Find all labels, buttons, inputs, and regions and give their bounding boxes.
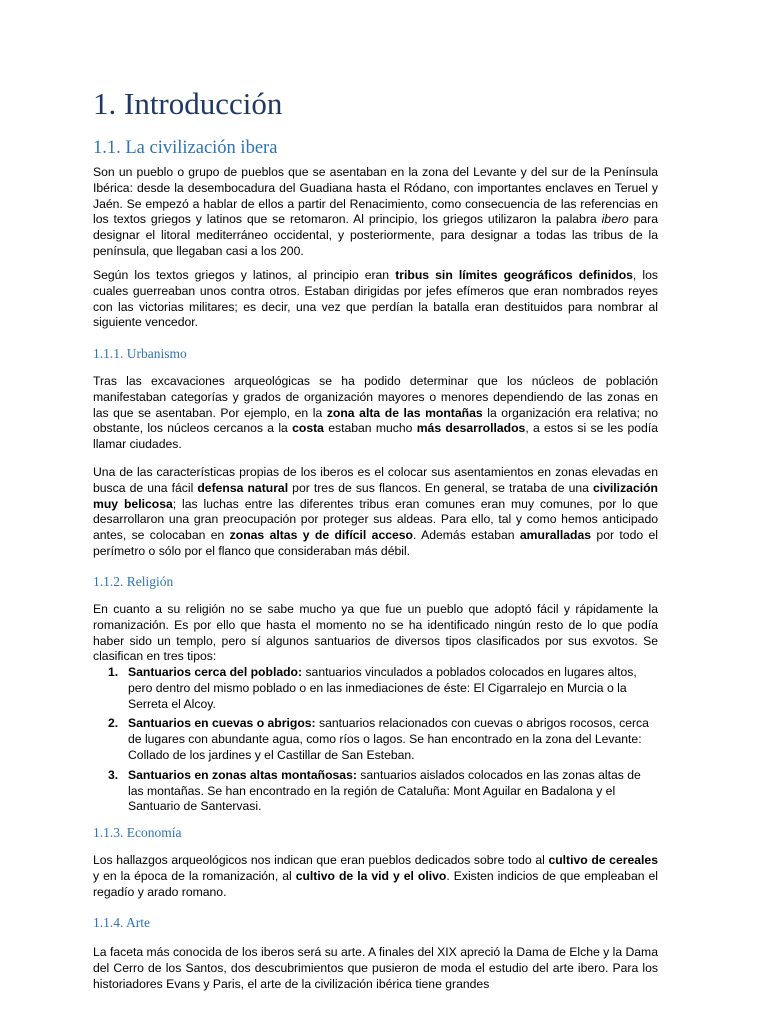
list-item xyxy=(93,716,658,763)
section-heading-civilizacion-ibera: 1.1. La civilización ibera xyxy=(93,138,278,158)
list-item-number: 3. xyxy=(108,767,119,782)
urbanismo-paragraph-1 xyxy=(93,374,658,453)
text-run: y en la época de la romanización, al xyxy=(93,868,296,883)
text-run: por tres de sus flancos. En general, se trataba de una xyxy=(288,480,593,495)
bold-run: tribus sin límites geográficos definidos xyxy=(395,268,633,282)
text-run: ; las luchas entre las diferentes tribus eran comunes eran muy comunes, por lo que desarrollaron una gran preocupación por proteger sus aldeas. Para ello, tal y como hemos anticipado antes, se colocaban en xyxy=(93,496,658,543)
economia-paragraph-1 xyxy=(93,853,658,900)
bold-run: civilización muy belicosa xyxy=(93,480,658,511)
subsection-heading-economia: 1.1.3. Economía xyxy=(93,825,182,840)
list-item-number: 1. xyxy=(108,665,119,679)
text-run: la organización era relativa; no obstante, los núcleos cercanos a la xyxy=(93,405,659,436)
list-item-text: santuarios relacionados con cuevas o abrigos rocosos, cerca de lugares con abundante agua, como ríos o lagos. Se han encontrado en la zona del Levante: Collado de los jardines y el Castillar de San Esteban. xyxy=(128,716,649,762)
list-item-text: santuarios aislados colocados en las zonas altas de las montañas. Se han encontrado en la región de Cataluña: Mont Aguilar en Badalona y el Santuario de Santervasi. xyxy=(128,767,641,814)
text-run: En cuanto a su religión no se sabe mucho ya que fue un pueblo que adoptó fácil y rápidamente la romanización. Es por ello que hasta el momento no se ha identificado ningún resto de lo que podía haber sido un templo, pero sí algunos santuarios de diversos tipos clasificados por sus exvotos. Se clasifican en tres tipos: xyxy=(93,602,658,664)
bold-run: defensa natural xyxy=(197,480,289,495)
bold-run: cultivo de la vid y el olivo xyxy=(295,868,447,883)
text-run: , a estos si se les podía llamar ciudades. xyxy=(93,421,658,452)
text-run: . Además estaban xyxy=(413,528,520,543)
text-run: . Existen indicios de que empleaban el regadío y arado romano. xyxy=(93,868,658,899)
list-item-number: 2. xyxy=(108,716,119,731)
list-item xyxy=(93,768,658,815)
list-item-text: santuarios vinculados a poblados colocados en lugares altos, pero dentro del mismo poblado o en las inmediaciones de éste: El Cigarralejo en Murcia o la Serreta el Alcoy. xyxy=(128,665,637,711)
list-item-label: Santuarios en zonas altas montañosas: xyxy=(128,767,357,782)
religion-paragraph-1 xyxy=(93,602,658,665)
bold-run: zonas altas y de difícil acceso xyxy=(229,528,413,543)
text-run: Una de las características propias de los iberos es el colocar sus asentamientos en zonas elevadas en busca de una fácil xyxy=(93,465,658,495)
list-item-label: Santuarios cerca del poblado: xyxy=(128,665,303,679)
subsection-heading-religion: 1.1.2. Religión xyxy=(93,574,174,589)
text-run: Son un pueblo o grupo de pueblos que se asentaban en la zona del Levante y del sur de la Península Ibérica: desde la desembocadura del Guadiana hasta el Ródano, con importantes enclaves en Teruel y Jaén. Se empezó a hablar de ellos a partir del Renacimiento, como consecuencia de las referencias en los textos griegos y latinos que se retomaron. Al principio, los griegos utilizaron la palabra xyxy=(93,165,658,227)
bold-run: costa xyxy=(292,421,324,436)
santuarios-list xyxy=(93,665,658,819)
text-run: Tras las excavaciones arqueológicas se ha podido determinar que los núcleos de población manifestaban categorías y grados de organización mayores o menores dependiendo de las zonas en las que se asentaban. Por ejemplo, en la xyxy=(93,374,658,420)
intro-paragraph-2 xyxy=(93,268,658,331)
urbanismo-paragraph-2 xyxy=(93,465,658,560)
text-run: Los hallazgos arqueológicos nos indican que eran pueblos dedicados sobre todo al xyxy=(93,853,549,867)
bold-run: cultivo de cereales xyxy=(548,853,658,867)
bold-run: zona alta de las montañas xyxy=(326,405,483,420)
text-run: estaban mucho xyxy=(323,421,417,436)
subsection-heading-urbanismo: 1.1.1. Urbanismo xyxy=(93,346,187,361)
bold-run: amuralladas xyxy=(519,528,592,543)
list-item-label: Santuarios en cuevas o abrigos: xyxy=(128,716,316,731)
text-run: para designar el litoral mediterráneo occidental, y posteriormente, para designar a todas las tribus de la península, que llegaban casi a los 200. xyxy=(93,212,658,258)
bold-run: más desarrollados xyxy=(416,421,526,436)
text-run: por todo el perímetro o sólo por el flanco que consideraban más débil. xyxy=(93,528,658,558)
text-run: , los cuales guerreaban unos contra otros. Estaban dirigidas por jefes efímeros que eran nombrados reyes con las victorias militares; es decir, una vez que perdían la batalla eran destituidos para nombrar al siguiente vencedor. xyxy=(93,268,658,330)
arte-paragraph-1 xyxy=(93,945,658,992)
text-run: Según los textos griegos y latinos, al principio eran xyxy=(93,268,396,282)
page-title: 1. Introducción xyxy=(93,86,283,121)
subsection-heading-arte: 1.1.4. Arte xyxy=(93,915,150,930)
intro-paragraph-1 xyxy=(93,165,658,260)
italic-run: ibero xyxy=(601,212,629,227)
text-run: La faceta más conocida de los iberos será su arte. A finales del XIX apreció la Dama de Elche y la Dama del Cerro de los Santos, dos descubrimientos que pusieron de moda el estudio del arte ibero. Para los historiadores Evans y Paris, el arte de la civilización ibérica tiene grandes xyxy=(93,945,658,991)
list-item xyxy=(93,665,658,712)
